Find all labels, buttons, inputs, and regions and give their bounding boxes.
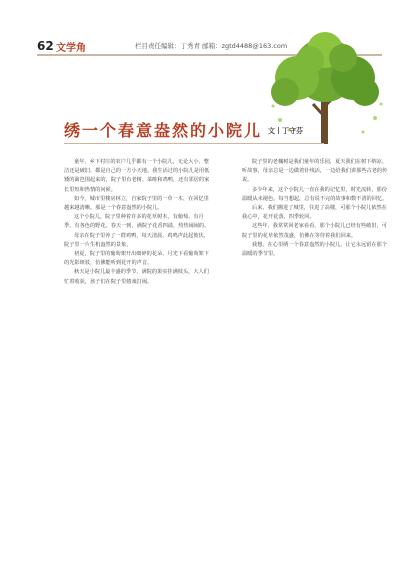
paragraph: 这些年，我常常回老家看看，那个小院儿已经有些破旧，可院子里的花草依然茂盛，仿佛在等待着我们回来。	[242, 223, 387, 239]
section-title: 文学角	[56, 43, 86, 54]
paragraph: 母亲在院子里养了一群鸡鸭，每天清晨，鸡鸣声此起彼伏，院子里一片生机盎然的景象。	[64, 232, 209, 248]
paragraph: 多少年来，这个小院儿一直在我的记忆里，时光流转，那份温暖从未褪色。每当想起，总有说不完的故事和数不清的回忆。	[242, 186, 388, 202]
paragraph: 我想，在心里绣一个春意盎然的小院儿，让它永远留在那个温暖的季节里。	[242, 241, 387, 258]
paragraph: 秋天是小院儿最丰盛的季节，满院的果实挂满枝头，大人们忙着收获，孩子们在院子里嬉戏打闹。	[64, 269, 209, 285]
page-number: 62	[37, 39, 54, 53]
paragraph: 这个小院儿，院子里种着许多的花草树木，有葡萄、有月季、有各色的野花。春天一到，满院子花香四溢，热热闹闹的。	[64, 214, 210, 230]
paragraph: 院子里的老槐树是我们童年的乐园，夏天我们在树下纳凉、听故事，母亲总是一边做着针线活，一边给我们讲那些古老的传说。	[242, 159, 388, 184]
article-column-left	[64, 158, 214, 287]
article-byline: 文丨丁守芬	[268, 127, 303, 135]
paragraph: 如今，城市里楼房林立，自家院子里的一草一木，在回忆里越来越清晰。那是一个春意盎然的小院儿。	[64, 195, 209, 212]
paragraph: 童年，乡下村庄的农户几乎都有一个小院儿，无论大小，整洁还是破旧，都是自己的一方小天地。我生活过的小院儿是用低矮的篱笆围起来的，院子里有老树、菜畦和鸡鸭，还有邻居的家长里短和热情的问候。	[64, 159, 210, 193]
paragraph: 后来，我们搬进了城里，住进了高楼，可那个小院儿依然在我心中，花开花落，四季轮回。	[242, 205, 387, 221]
article-column-right	[242, 158, 392, 259]
article-title: 绣一个春意盎然的小院儿	[64, 121, 263, 140]
title-divider	[64, 143, 324, 144]
paragraph: 初夏，院子里的葡萄架开出细碎的花朵，月光下看葡萄架下的光影斑驳，仿佛能听到花开的声音。	[64, 251, 209, 267]
editor-info: 栏目责任编辑：丁秀青 邮箱：zgtd4488@163.com	[135, 42, 288, 50]
